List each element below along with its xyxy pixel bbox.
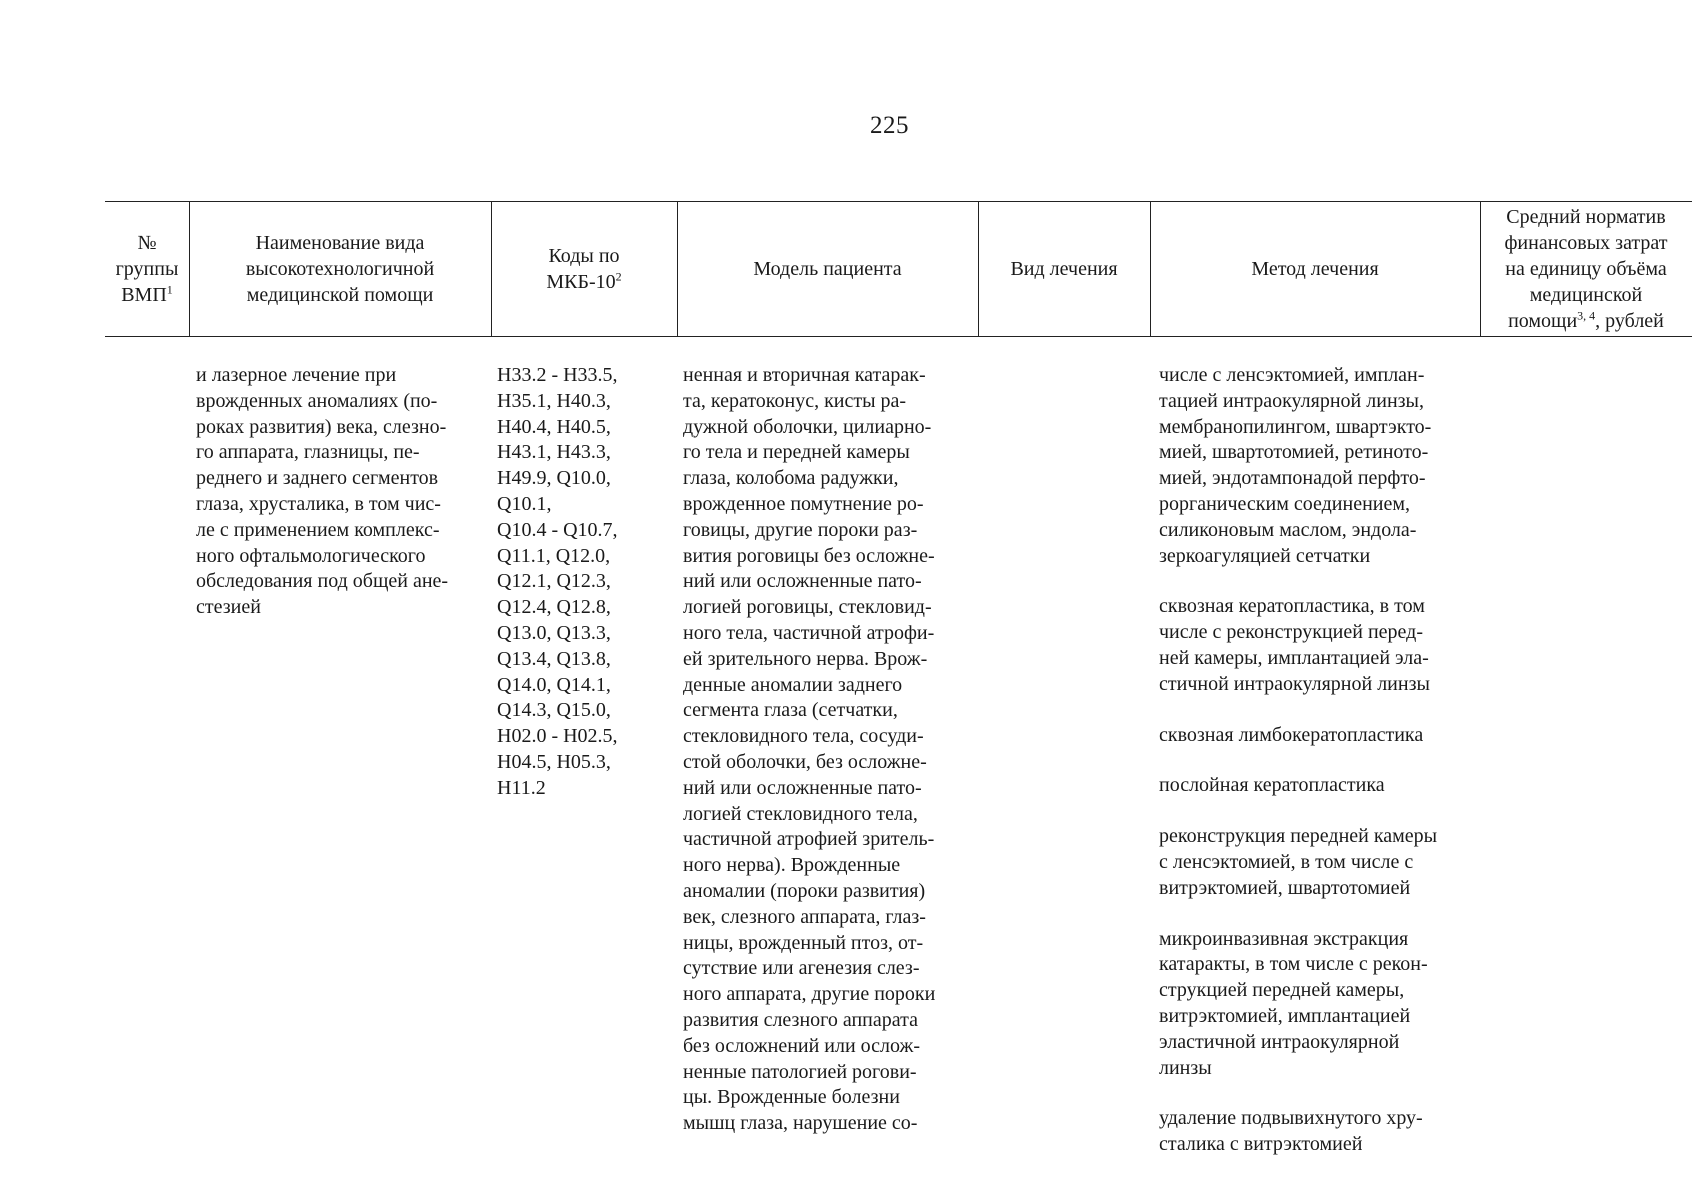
method-line: мией, эндотампонадой перфто- (1159, 467, 1426, 490)
care-type-line: глаза, хрусталика, в том чис- (196, 492, 441, 515)
care-type-line: стезией (196, 596, 261, 619)
patient-model-line: аномалии (пороки развития) (683, 879, 926, 902)
patient-model-line: та, кератоконус, кисты ра- (683, 389, 907, 412)
patient-model-line: развития слезного аппарата (683, 1008, 918, 1031)
care-type-line: и лазерное лечение при (196, 364, 397, 386)
patient-model-line: го тела и передней камеры (683, 441, 910, 464)
care-type-line: реднего и заднего сегментов (196, 467, 439, 490)
icd-code-line: Q12.1, Q12.3, (497, 570, 611, 593)
care-type-line: роках развития) века, слезно- (196, 415, 447, 438)
patient-model-line: сутствие или агенезия слез- (683, 957, 920, 980)
method-line: эластичной интраокулярной (1159, 1030, 1400, 1053)
footnote-ref: 1 (166, 282, 173, 297)
header-line: Коды по (548, 245, 620, 267)
method-line: зеркоагуляцией сетчатки (1159, 544, 1371, 567)
icd-code-line: Q13.0, Q13.3, (497, 621, 611, 644)
header-line: Наименование вида (255, 232, 425, 254)
table-header (105, 201, 1692, 337)
header-line: финансовых затрат (1504, 232, 1668, 254)
icd-code-line: H40.4, H40.5, (497, 415, 611, 438)
treatment-methods (1159, 363, 1437, 1158)
header-line: ВМП (121, 284, 167, 306)
header-line: группы (115, 258, 179, 280)
method-line: удаление подвывихнутого хру- (1159, 1107, 1423, 1130)
icd-code-line: H02.0 - H02.5, (497, 725, 618, 748)
header-line: Модель пациента (753, 258, 902, 280)
header-patient-model (677, 202, 978, 336)
icd-code-line: Q13.4, Q13.8, (497, 647, 611, 670)
icd-code-line: Q14.0, Q14.1, (497, 673, 611, 696)
icd-code-line: H33.2 - H33.5, (497, 364, 618, 386)
method-line: силиконовым маслом, эндола- (1159, 518, 1417, 541)
icd-code-line: H35.1, H40.3, (497, 389, 611, 412)
footnote-ref: 3, 4 (1577, 308, 1596, 323)
patient-model-line: без осложнений или ослож- (683, 1034, 921, 1057)
care-type-line: обследования под общей ане- (196, 570, 449, 593)
icd-code-line: Q11.1, Q12.0, (497, 544, 611, 567)
page-number: 225 (870, 112, 909, 139)
method-line: сквозная лимбокератопластика (1159, 723, 1424, 746)
icd-code-line: Q10.4 - Q10.7, (497, 518, 618, 541)
method-line: числе с ленсэктомией, имплан- (1159, 364, 1425, 386)
patient-model-line: мышц глаза, нарушение со- (683, 1112, 918, 1135)
method-line: с ленсэктомией, в том числе с (1159, 850, 1414, 873)
patient-model-line: ний или осложненные пато- (683, 570, 922, 593)
method-line: реконструкция передней камеры (1159, 825, 1438, 848)
patient-model-line: ного нерва). Врожденные (683, 854, 901, 877)
patient-model-line: логией роговицы, стекловид- (683, 596, 932, 619)
method-line: мией, швартотомией, ретиното- (1159, 441, 1429, 464)
care-type-line: го аппарата, глазницы, пе- (196, 441, 420, 464)
header-line: МКБ-10 (546, 271, 616, 293)
method-line: катаракты, в том числе с рекон- (1159, 953, 1428, 976)
header-line: Средний норматив (1506, 206, 1666, 228)
icd-codes-text (497, 363, 618, 802)
icd-code-line: H49.9, Q10.0, (497, 467, 611, 490)
method-line: сталика с витрэктомией (1159, 1133, 1363, 1156)
patient-model-line: ний или осложненные пато- (683, 776, 922, 799)
patient-model-line: ненная и вторичная катарак- (683, 364, 926, 386)
method-line: витрэктомией, швартотомией (1159, 876, 1411, 899)
patient-model-line: вития роговицы без осложне- (683, 544, 935, 567)
header-treatment-type (978, 202, 1150, 336)
patient-model-line: логией стекловидного тела, (683, 802, 918, 825)
header-line: Вид лечения (1010, 258, 1118, 280)
header-line: помощи (1508, 310, 1578, 332)
header-cost-standard (1480, 202, 1692, 336)
patient-model-line: стой оболочки, без осложне- (683, 750, 927, 773)
method-line: тацией интраокулярной линзы, (1159, 389, 1424, 412)
patient-model-line: век, слезного аппарата, глаз- (683, 905, 926, 928)
patient-model-line: цы. Врожденные болезни (683, 1086, 900, 1109)
method-line: числе с реконструкцией перед- (1159, 621, 1423, 644)
method-line: витрэктомией, имплантацией (1159, 1004, 1411, 1027)
patient-model-line: дужной оболочки, цилиарно- (683, 415, 932, 438)
care-type-line: врожденных аномалиях (по- (196, 389, 438, 412)
icd-code-line: H04.5, H05.3, (497, 750, 611, 773)
method-line: ней камеры, имплантацией эла- (1159, 646, 1429, 669)
care-type-line: ле с применением комплекс- (196, 518, 440, 541)
patient-model-line: ного тела, частичной атрофи- (683, 621, 935, 644)
header-line: на единицу объёма (1505, 258, 1667, 280)
patient-model-line: сегмента глаза (сетчатки, (683, 699, 898, 722)
footnote-ref: 2 (615, 269, 622, 284)
header-line: , рублей (1595, 310, 1664, 332)
patient-model-text (683, 363, 935, 1137)
method-line: рорганическим соединением, (1159, 492, 1411, 515)
header-line: медицинской (1529, 284, 1643, 306)
header-line: № (137, 232, 157, 254)
patient-model-line: ницы, врожденный птоз, от- (683, 931, 924, 954)
care-type-line: ного офтальмологического (196, 544, 426, 567)
icd-code-line: Q10.1, (497, 492, 552, 515)
care-type-text (196, 363, 448, 621)
method-item (1159, 773, 1437, 799)
header-treatment-method (1150, 202, 1480, 336)
patient-model-line: ненные патологией рогови- (683, 1060, 917, 1083)
patient-model-line: ного аппарата, другие пороки (683, 983, 936, 1006)
method-item (1159, 1106, 1437, 1158)
icd-code-line: Q12.4, Q12.8, (497, 596, 611, 619)
method-item (1159, 594, 1437, 697)
icd-code-line: H43.1, H43.3, (497, 441, 611, 464)
method-item (1159, 363, 1437, 569)
method-line: мембранопилингом, швартэкто- (1159, 415, 1432, 438)
header-icd-codes (491, 202, 677, 336)
patient-model-line: денные аномалии заднего (683, 673, 903, 696)
patient-model-line: врожденное помутнение ро- (683, 492, 924, 515)
patient-model-line: стекловидного тела, сосуди- (683, 725, 924, 748)
method-line: послойная кератопластика (1159, 774, 1385, 797)
header-care-type (189, 202, 491, 336)
patient-model-line: частичной атрофией зритель- (683, 828, 935, 851)
patient-model-line: ей зрительного нерва. Врож- (683, 647, 928, 670)
patient-model-line: говицы, другие пороки раз- (683, 518, 918, 541)
header-line: высокотехнологичной (245, 258, 435, 280)
method-line: линзы (1159, 1056, 1212, 1079)
method-item (1159, 927, 1437, 1082)
header-line: Метод лечения (1251, 258, 1379, 280)
method-line: сквозная кератопластика, в том (1159, 595, 1425, 618)
method-item (1159, 824, 1437, 901)
method-line: микроинвазивная экстракция (1159, 927, 1409, 950)
method-line: стичной интраокулярной линзы (1159, 672, 1430, 695)
header-line: медицинской помощи (246, 284, 434, 306)
method-line: струкцией передней камеры, (1159, 979, 1405, 1002)
icd-code-line: Q14.3, Q15.0, (497, 699, 611, 722)
icd-code-line: H11.2 (497, 776, 546, 799)
patient-model-line: глаза, колобома радужки, (683, 467, 899, 490)
method-item (1159, 723, 1437, 749)
header-group-number (105, 202, 189, 336)
